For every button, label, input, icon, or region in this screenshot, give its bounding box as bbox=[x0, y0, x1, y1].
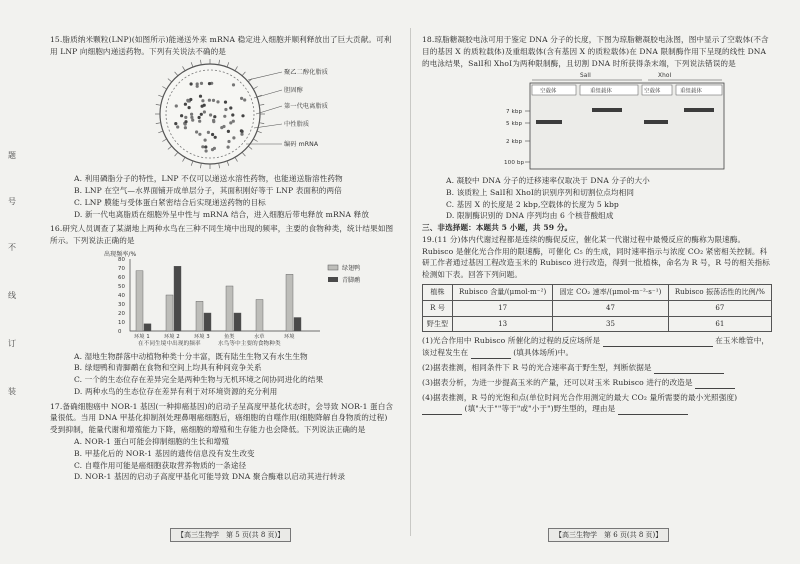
waterbird-bar-chart bbox=[50, 247, 395, 347]
lnp-peg-chain bbox=[257, 131, 262, 133]
q19-sub3-text: (3)据表分析，为进一步提高玉米的产量，还可以对玉米 Rubisco 进行的改造是 bbox=[422, 377, 693, 387]
lnp-particle bbox=[224, 107, 227, 110]
chart-y-tick: 0 bbox=[118, 328, 122, 335]
lnp-peg-chain bbox=[168, 78, 172, 81]
chart-bar-qingjiaoyu bbox=[234, 313, 241, 331]
lnp-particle bbox=[205, 149, 208, 152]
lnp-particle bbox=[212, 98, 215, 101]
lnp-peg-chain bbox=[259, 122, 264, 123]
lnp-peg-chain bbox=[175, 71, 178, 75]
lnp-particle bbox=[190, 112, 193, 115]
lnp-particle bbox=[195, 130, 198, 133]
lnp-peg-chain bbox=[227, 161, 229, 166]
answer-blank[interactable] bbox=[618, 406, 688, 415]
chart-x-tick: 环境 2 bbox=[164, 333, 180, 340]
lnp-particle bbox=[220, 126, 223, 129]
lnp-peg-chain bbox=[235, 66, 238, 70]
lnp-peg-chain bbox=[242, 152, 245, 156]
answer-blank[interactable] bbox=[471, 350, 511, 359]
q19-sub1-text2: 在玉米维管中，该过程发生在 bbox=[422, 336, 770, 358]
gel-marker: 2 kbp bbox=[506, 139, 523, 146]
lnp-particle bbox=[212, 118, 215, 121]
gel-marker: 7 kbp bbox=[506, 109, 523, 116]
lnp-particle bbox=[231, 113, 234, 116]
legend-swatch-qingjiaoyu bbox=[328, 277, 338, 282]
lnp-particle bbox=[200, 81, 203, 84]
q19-sub4-text: (4)据表推测，R 号的光饱和点(单位时间光合作用测定的最大 CO₂ 量所需要的最小光照强度) bbox=[422, 392, 738, 402]
lnp-particle bbox=[243, 98, 246, 101]
table-cell: 35 bbox=[553, 316, 669, 332]
page-footer-right: 【高三生物学 第 6 页(共 8 页)】 bbox=[548, 528, 669, 542]
chart-bar-qingjiaoyu bbox=[174, 266, 181, 331]
q17-option-c: C. 自噬作用可能是癌细胞获取营养物质的一条途径 bbox=[74, 460, 247, 470]
lnp-label: 聚乙二醇化脂质 bbox=[284, 68, 329, 76]
chart-ylabel: 出现频率/% bbox=[104, 250, 137, 258]
lnp-peg-chain bbox=[253, 86, 257, 89]
answer-blank[interactable] bbox=[654, 365, 724, 374]
q19-sub4-text2: (填"大于""等于"或"小于")野生型的，理由是 bbox=[464, 404, 616, 414]
lnp-particle bbox=[224, 100, 227, 103]
legend-label: 绿翅鸭 bbox=[342, 264, 361, 272]
lnp-particle bbox=[201, 104, 204, 107]
chart-x-tick: 鱼类 bbox=[224, 333, 235, 340]
lnp-particle bbox=[174, 122, 177, 125]
q16-stem: 16.研究人员调查了某湖地上两种水鸟在三种不同生境中出现的频率，主要的食物种类，统计结果如图所示。下列说法正确的是 bbox=[50, 224, 394, 246]
lnp-particle bbox=[227, 145, 230, 148]
gel-lane-label: 重组载体 bbox=[590, 88, 612, 95]
q15-option-a: A. 利用磷脂分子的特性，LNP 不仅可以递送水溶性药物，也能递送脂溶性药物 bbox=[74, 174, 343, 184]
lnp-particle bbox=[180, 114, 183, 117]
lnp-particle bbox=[184, 120, 187, 123]
table-cell: 61 bbox=[668, 316, 771, 332]
gutter-char: 装 bbox=[8, 387, 16, 396]
lnp-peg-chain bbox=[175, 152, 178, 156]
legend-label: 青脚鹬 bbox=[342, 276, 361, 284]
gutter-char: 不 bbox=[8, 243, 16, 252]
gel-lane-label: 空载体 bbox=[644, 88, 661, 95]
lnp-peg-chain bbox=[156, 104, 161, 105]
answer-blank[interactable] bbox=[603, 338, 713, 347]
chart-x-labels bbox=[134, 332, 295, 340]
gel-lane-label: 重组载体 bbox=[680, 88, 702, 95]
q18-stem: 18.琼脂糖凝胶电泳可用于鉴定 DNA 分子的长度，下图为琼脂糖凝胶电泳图，图中显示了空载体(不含目的基因 X 的质粒载体)及重组载体(含有基因 X 的质粒载体)在 DNA 限制酶作用下呈现的线性 DNA 的电泳结果，SalⅠ和 XhoⅠ为两种限制酶，且切割 DNA 时所获得条末端，下列说法错误的是 bbox=[422, 35, 769, 68]
q17-option-d: D. NOR-1 基因的启动子高度甲基化可能导致 DNA 聚合酶难以启动其进行转录 bbox=[74, 472, 346, 482]
lnp-particle bbox=[201, 145, 204, 148]
left-column bbox=[50, 34, 395, 483]
lnp-particle bbox=[232, 136, 235, 139]
gutter-char: 线 bbox=[8, 291, 16, 300]
lnp-particle bbox=[204, 145, 207, 148]
chart-bar-lvchiya bbox=[136, 271, 143, 331]
lnp-particle bbox=[175, 104, 178, 107]
q17-option-b: B. 甲基化后的 NOR-1 基因的遗传信息没有发生改变 bbox=[74, 448, 255, 458]
rubisco-table bbox=[422, 284, 772, 333]
q19-sub2-text: (2)据表推测，相同条件下 R 号的光合速率高于野生型，判断依据是 bbox=[422, 363, 652, 373]
q19-stem: 19.(11 分)体内代谢过程都是连续的酶促反应，催化某一代谢过程中最慢反应的酶称为限速酶。Rubisco 是催化光合作用的限速酶，可催化 C₅ 的生成，同时速率指示与浓度 CO₂ 紧密相关控制。科研工作者通过基因工程改造玉米的 Rubisco 进行改造，得到一批植株，命名为 R 号，R 号的相关指标检测如下表。回答下列问题。 bbox=[422, 234, 770, 280]
lnp-peg-chain bbox=[162, 86, 166, 89]
lnp-peg-chain bbox=[183, 66, 186, 70]
chart-bar-qingjiaoyu bbox=[204, 313, 211, 331]
gel-band bbox=[536, 120, 562, 124]
lnp-particle bbox=[223, 114, 226, 117]
q15-option-d: D. 新一代电离脂质在细胞外呈中性与 mRNA 结合，进入细胞后带电释放 mRNA 释放 bbox=[74, 209, 370, 219]
lnp-peg-chain bbox=[219, 163, 220, 168]
lnp-particle bbox=[227, 129, 230, 132]
gel-band bbox=[592, 108, 622, 112]
lnp-label: 胆固醇 bbox=[284, 86, 303, 94]
chart-y-tick: 10 bbox=[118, 319, 126, 326]
lnp-peg-chain bbox=[235, 157, 238, 161]
table-cell: 47 bbox=[553, 300, 669, 316]
lnp-particle bbox=[198, 119, 201, 122]
lnp-label: 编码 mRNA bbox=[284, 140, 319, 148]
chart-x-tick: 环境 bbox=[284, 333, 295, 340]
lnp-diagram bbox=[50, 58, 395, 170]
gel-electrophoresis bbox=[422, 69, 772, 171]
chart-y-tick: 60 bbox=[118, 274, 126, 281]
q17-option-a: A. NOR-1 蛋白可能会抑制细胞的生长和增殖 bbox=[74, 437, 230, 447]
lnp-particle bbox=[204, 138, 207, 141]
lnp-particle bbox=[188, 106, 191, 109]
lnp-particle bbox=[208, 98, 211, 101]
chart-bar-lvchiya bbox=[256, 299, 263, 331]
table-header: Rubisco 含量/(μmol·m⁻²) bbox=[453, 284, 553, 300]
q15-option-c: C. LNP 膜能与受体蛋白紧密结合后实现递送药物的目标 bbox=[74, 197, 266, 207]
lnp-peg-chain bbox=[156, 122, 161, 123]
lnp-particle bbox=[241, 114, 244, 117]
right-column bbox=[422, 34, 772, 415]
gel-lane-label: 空载体 bbox=[540, 88, 557, 95]
lnp-particle bbox=[184, 115, 187, 118]
table-header: 植株 bbox=[423, 284, 453, 300]
binding-gutter bbox=[6, 150, 28, 420]
lnp-particle bbox=[213, 115, 216, 118]
q19-sub3 bbox=[422, 377, 772, 389]
column-divider bbox=[410, 28, 411, 536]
table-cell: R 号 bbox=[423, 300, 453, 316]
lnp-particle bbox=[200, 112, 203, 115]
chart-y-tick: 80 bbox=[118, 256, 126, 263]
q15-option-b: B. LNP 在空气—水界面铺开成单层分子，其面积刚好等于 LNP 表面积的两倍 bbox=[74, 186, 342, 196]
q19-sub4 bbox=[422, 392, 772, 416]
lnp-particle bbox=[198, 115, 201, 118]
q19-sub2 bbox=[422, 362, 772, 374]
gel-enzyme-label: SalⅠ bbox=[580, 73, 591, 80]
chart-bar-qingjiaoyu bbox=[144, 324, 151, 331]
lnp-particle bbox=[227, 139, 230, 142]
q19-sub1-text: (1)光合作用中 Rubisco 所催化的过程的反应场所是 bbox=[422, 336, 601, 346]
section-heading: 三、非选择题：本题共 5 小题，共 59 分。 bbox=[422, 223, 573, 233]
gel-body bbox=[530, 83, 724, 169]
lnp-peg-chain bbox=[183, 157, 186, 161]
gel-marker: 100 bp bbox=[504, 160, 525, 167]
lnp-peg-chain bbox=[248, 146, 252, 149]
lnp-label: 第一代电离脂质 bbox=[284, 102, 329, 110]
lnp-peg-chain bbox=[200, 163, 201, 168]
lnp-particle bbox=[214, 135, 217, 138]
lnp-peg-chain bbox=[253, 139, 257, 142]
lnp-peg-chain bbox=[200, 59, 201, 64]
q19-sub1-text3: (填具体场所)中。 bbox=[513, 348, 574, 358]
lnp-peg-chain bbox=[191, 62, 193, 67]
chart-y-tick: 40 bbox=[118, 292, 126, 299]
chart-bar-lvchiya bbox=[286, 274, 293, 331]
lnp-particle bbox=[184, 126, 187, 129]
lnp-particle bbox=[208, 82, 211, 85]
lnp-particle bbox=[176, 125, 179, 128]
table-row bbox=[423, 300, 772, 316]
table-row bbox=[423, 316, 772, 332]
lnp-label: 中性脂质 bbox=[284, 120, 310, 128]
lnp-particle bbox=[184, 102, 187, 105]
lnp-particle bbox=[190, 115, 193, 118]
gutter-char: 订 bbox=[8, 339, 16, 348]
lnp-particle bbox=[199, 94, 202, 97]
chart-x-tick: 水草 bbox=[254, 333, 265, 340]
lnp-particle bbox=[186, 98, 189, 101]
chart-y-tick: 30 bbox=[118, 301, 126, 308]
lnp-particle bbox=[190, 82, 193, 85]
chart-bar-lvchiya bbox=[226, 286, 233, 331]
gutter-char: 题 bbox=[8, 151, 16, 160]
legend-swatch-lvchiya bbox=[328, 265, 338, 270]
answer-blank[interactable] bbox=[695, 380, 735, 389]
chart-x-tick: 环境 1 bbox=[134, 333, 150, 340]
q16-option-c: C. 一个的生态位存在差异完全是两种生物与无机环境之间协同进化的结果 bbox=[74, 375, 324, 385]
lnp-particle bbox=[213, 146, 216, 149]
q19-sub1 bbox=[422, 335, 772, 359]
chart-bar-lvchiya bbox=[196, 301, 203, 331]
chart-y-tick: 50 bbox=[118, 283, 126, 290]
lnp-peg-chain bbox=[219, 59, 220, 64]
lnp-particle bbox=[209, 113, 212, 116]
table-header-row bbox=[423, 284, 772, 300]
gel-band bbox=[684, 108, 714, 112]
lnp-particle bbox=[203, 110, 206, 113]
table-header: Rubisco 振荡活性的比例/% bbox=[668, 284, 771, 300]
lnp-peg-chain bbox=[259, 104, 264, 105]
lnp-peg-chain bbox=[162, 139, 166, 142]
q18-option-d: D. 限制酶识别的 DNA 序列均由 6 个核苷酸组成 bbox=[446, 211, 614, 221]
lnp-particle bbox=[207, 130, 210, 133]
table-cell: 13 bbox=[453, 316, 553, 332]
chart-bar-qingjiaoyu bbox=[294, 317, 301, 331]
chart-y-tick: 20 bbox=[118, 310, 126, 317]
chart-y-tick: 70 bbox=[118, 265, 126, 272]
table-cell: 67 bbox=[668, 300, 771, 316]
chart-group-label: 在不同生境中出现的频率 bbox=[138, 340, 201, 347]
lnp-peg-chain bbox=[158, 95, 163, 97]
q18-option-a: A. 凝胶中 DNA 分子的迁移速率仅取决于 DNA 分子的大小 bbox=[446, 176, 650, 186]
gel-enzyme-label: XhoⅠ bbox=[658, 73, 672, 80]
lnp-particle bbox=[229, 121, 232, 124]
page-footer-left: 【高三生物学 第 5 页(共 8 页)】 bbox=[170, 528, 291, 542]
lnp-particle bbox=[196, 82, 199, 85]
lnp-peg-chain bbox=[168, 146, 172, 149]
lnp-particle bbox=[229, 106, 232, 109]
gutter-char: 号 bbox=[8, 197, 16, 206]
lnp-peg-chain bbox=[158, 131, 163, 133]
lnp-peg-chain bbox=[191, 161, 193, 166]
gel-band bbox=[644, 120, 668, 124]
chart-bar-lvchiya bbox=[166, 295, 173, 331]
q18-option-c: C. 基因 X 的长度是 2 kbp,空载体的长度为 5 kbp bbox=[446, 199, 619, 209]
lnp-particle bbox=[198, 132, 201, 135]
q15-stem: 15.脂质纳米颗粒(LNP)(如图所示)能递送外来 mRNA 稳定进入细胞并顺利释放出了巨大贡献。可利用 LNP 向细胞内递送药物。下列有关说法不确的是 bbox=[50, 35, 392, 56]
table-cell: 野生型 bbox=[423, 316, 453, 332]
table-cell: 17 bbox=[453, 300, 553, 316]
lnp-particle bbox=[216, 100, 219, 103]
q16-option-d: D. 两种水鸟的生态位存在差异有利于对环境资源的充分利用 bbox=[74, 386, 278, 396]
lnp-particle bbox=[211, 132, 214, 135]
lnp-peg-chain bbox=[242, 71, 245, 75]
lnp-particle bbox=[240, 96, 243, 99]
lnp-peg-chain bbox=[227, 62, 229, 67]
chart-group-label: 水鸟等中主要的食物种类 bbox=[218, 340, 281, 347]
q17-stem: 17.备确细胞癌中 NOR-1 基因(一种抑癌基因)的启动子呈高度甲基化状态时，会导致 NOR-1 蛋白含量很低。当用 DNA 甲基化抑制剂处理鼻咽癌细胞后，癌细胞的自噬作用(细胞降解自身物质的过程)受到抑制，能量代谢和增殖能力下降，癌细胞的增殖和生存能力也会降低。下列说法正确的是 bbox=[50, 401, 394, 435]
lnp-particle bbox=[201, 99, 204, 102]
table-header: 固定 CO₂ 速率/(μmol·m⁻²·s⁻¹) bbox=[553, 284, 669, 300]
lnp-particle bbox=[240, 132, 243, 135]
q18-option-b: B. 该质粒上 SalⅠ和 XhoⅠ的识别序列和切割位点均相同 bbox=[446, 187, 635, 197]
q16-option-b: B. 绿翅鸭和青脚鹬在食物和空间上均具有种间竞争关系 bbox=[74, 363, 262, 373]
lnp-particle bbox=[232, 83, 235, 86]
chart-x-tick: 环境 3 bbox=[194, 333, 210, 340]
answer-blank[interactable] bbox=[422, 406, 462, 415]
chart-bars bbox=[136, 266, 301, 331]
lnp-particle bbox=[191, 118, 194, 121]
q16-option-a: A. 湿地生物群落中动植物种类十分丰富，既有陆生生物又有水生生物 bbox=[74, 351, 308, 361]
gel-marker: 5 kbp bbox=[506, 121, 523, 128]
gel-lane-headers bbox=[532, 85, 722, 95]
